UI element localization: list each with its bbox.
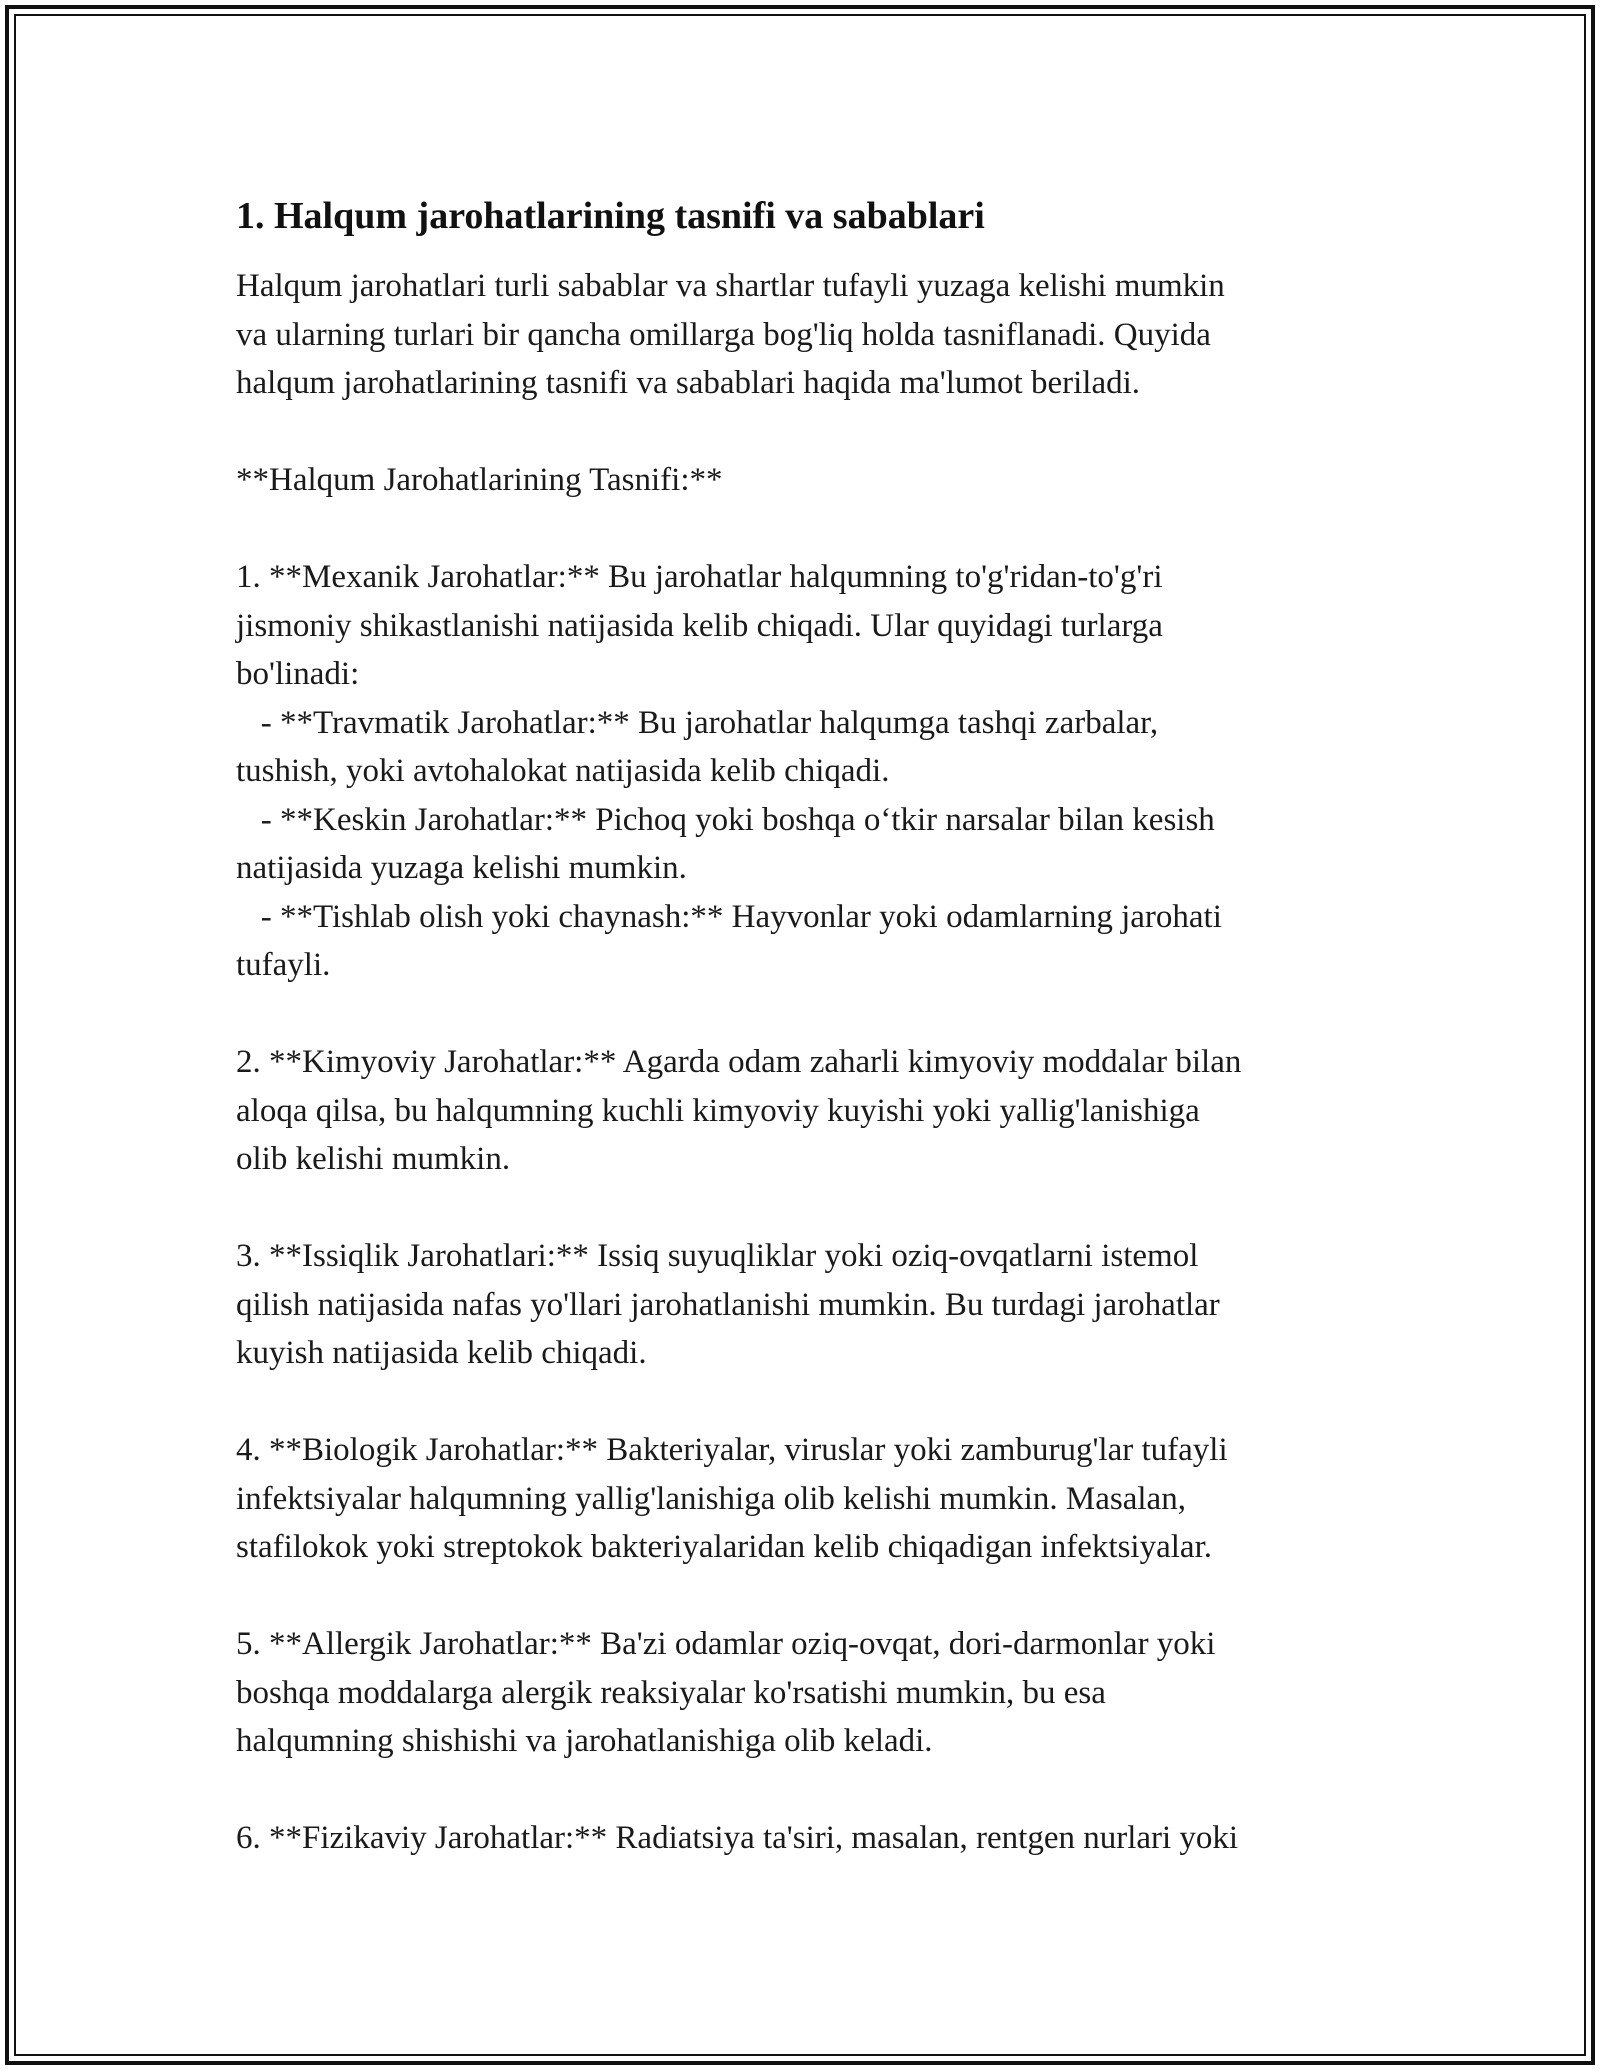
list-item-mechanical: 1. **Mexanik Jarohatlar:** Bu jarohatlar halqumning to'g'ridan-to'g'ri jismoniy shikastlanishi natijasida kelib chiqadi. Ular quyidagi turlarga bo'linadi: - **Travmatik Jarohatlar:** Bu jarohatlar halqumga tashqi zarbalar, tushish, yoki avtohalokat natijasida kelib chiqadi. - **Keskin Jarohatlar:** Pichoq yoki boshqa o‘tkir narsalar bilan kesish natijasida yuzaga kelishi mumkin. - **Tishlab olish yoki chaynash:** Hayvonlar yoki odamlarning jarohati tufayli. [236,559,1222,983]
list-item-biological: 4. **Biologik Jarohatlar:** Bakteriyalar, viruslar yoki zamburug'lar tufayli infektsiyalar halqumning yallig'lanishiga olib kelishi mumkin. Masalan, stafilokok yoki streptokok bakteriyalaridan kelib chiqadigan infektsiyalar. [236,1432,1228,1565]
spacer [236,408,1376,457]
spacer [236,990,1376,1039]
spacer [236,1572,1376,1621]
spacer [236,1378,1376,1427]
list-item-allergic: 5. **Allergik Jarohatlar:** Ba'zi odamlar oziq-ovqat, dori-darmonlar yoki boshqa moddalarga alergik reaksiyalar ko'rsatishi mumkin, bu esa halqumning shishishi va jarohatlanishiga olib keladi. [236,1626,1216,1759]
classification-subheading: **Halqum Jarohatlarining Tasnifi:** [236,462,723,498]
spacer [236,1766,1376,1815]
document-body [236,192,1376,1863]
list-item-thermal: 3. **Issiqlik Jarohatlari:** Issiq suyuqliklar yoki oziq-ovqatlarni istemol qilish natijasida nafas yo'llari jarohatlanishi mumkin. Bu turdagi jarohatlar kuyish natijasida kelib chiqadi. [236,1238,1220,1371]
spacer [236,1184,1376,1233]
list-item-chemical: 2. **Kimyoviy Jarohatlar:** Agarda odam zaharli kimyoviy moddalar bilan aloqa qilsa, bu halqumning kuchli kimyoviy kuyishi yoki yallig'lanishiga olib kelishi mumkin. [236,1044,1242,1177]
list-item-physical: 6. **Fizikaviy Jarohatlar:** Radiatsiya ta'siri, masalan, rentgen nurlari yoki [236,1820,1239,1856]
section-heading: 1. Halqum jarohatlarining tasnifi va sabablari [236,195,985,237]
spacer [236,505,1376,554]
intro-paragraph: Halqum jarohatlari turli sabablar va shartlar tufayli yuzaga kelishi mumkin va ularning turlari bir qancha omillarga bog'liq holda tasniflanadi. Quyida halqum jarohatlarining tasnifi va sabablari haqida ma'lumot beriladi. [236,268,1225,401]
